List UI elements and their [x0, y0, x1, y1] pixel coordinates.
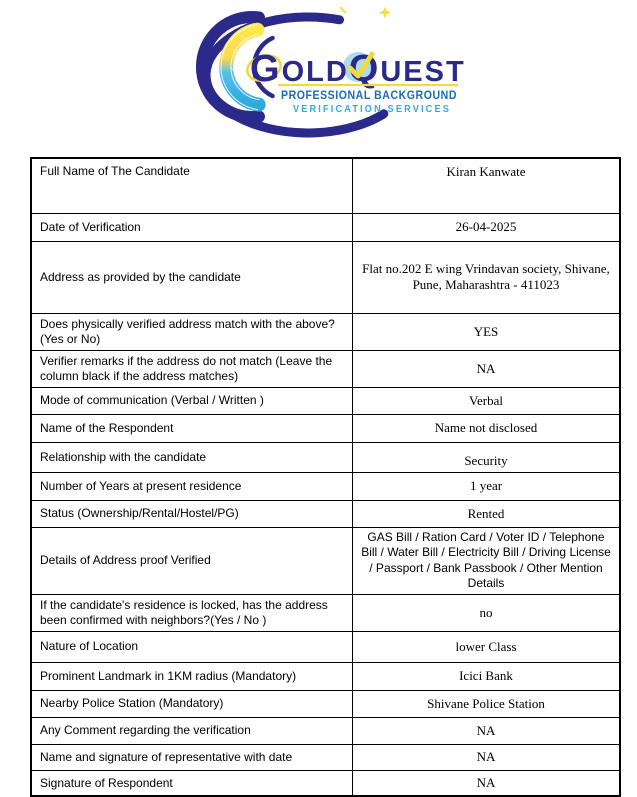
field-value: lower Class: [353, 631, 621, 662]
table-row: [31, 744, 620, 770]
field-value: NA: [353, 350, 621, 387]
table-row: [31, 527, 620, 594]
table-row: [31, 414, 620, 442]
verification-table: [30, 157, 621, 797]
field-label: Name and signature of representative with date: [31, 744, 353, 770]
field-label: If the candidate's residence is locked, has the address been confirmed with neighbors?(Yes / No ): [31, 594, 353, 631]
table-row: [31, 213, 620, 241]
field-label: Details of Address proof Verified: [31, 527, 353, 594]
field-value: 1 year: [353, 472, 621, 500]
field-label: Mode of communication (Verbal / Written ): [31, 387, 353, 414]
field-label: Nearby Police Station (Mandatory): [31, 690, 353, 717]
field-label: Signature of Respondent: [31, 770, 353, 796]
table-row: [31, 500, 620, 527]
field-value: Verbal: [353, 387, 621, 414]
table-row: [31, 717, 620, 744]
table-row: [31, 241, 620, 313]
brand-letter-q: Q: [348, 48, 381, 90]
field-value: Icici Bank: [353, 662, 621, 690]
field-label: Full Name of The Candidate: [31, 158, 353, 213]
table-row: [31, 594, 620, 631]
field-label: Name of the Respondent: [31, 414, 353, 442]
table-row: [31, 387, 620, 414]
field-value: Security: [353, 442, 621, 472]
field-label: Address as provided by the candidate: [31, 241, 353, 313]
field-value: YES: [353, 313, 621, 350]
table-row: [31, 770, 620, 796]
table-row: [31, 313, 620, 350]
field-label: Relationship with the candidate: [31, 442, 353, 472]
brand-letter-g: G: [250, 48, 282, 90]
brand-wordmark: [250, 48, 466, 90]
table-row: [31, 350, 620, 387]
field-value: Shivane Police Station: [353, 690, 621, 717]
brand-letters-old: OLD: [281, 56, 349, 88]
field-value: NA: [353, 717, 621, 744]
brand-tagline-1: PROFESSIONAL BACKGROUND: [281, 90, 457, 102]
table-row: [31, 472, 620, 500]
table-row: [31, 158, 620, 213]
field-value: Kiran Kanwate: [353, 158, 621, 213]
table-row: [31, 690, 620, 717]
table-row: [31, 662, 620, 690]
field-value: NA: [353, 770, 621, 796]
field-label: Number of Years at present residence: [31, 472, 353, 500]
field-value: Flat no.202 E wing Vrindavan society, Shivane, Pune, Maharashtra - 411023: [353, 241, 621, 313]
brand-tagline-2: VERIFICATION SERVICES: [293, 104, 451, 115]
field-label: Date of Verification: [31, 213, 353, 241]
brand-letters-uest: UEST: [380, 56, 466, 88]
sparkle-slash-icon: [340, 7, 346, 13]
field-label: Prominent Landmark in 1KM radius (Mandatory): [31, 662, 353, 690]
field-label: Nature of Location: [31, 631, 353, 662]
field-value: GAS Bill / Ration Card / Voter ID / Telephone Bill / Water Bill / Electricity Bill / Driving License / Passport / Bank Passbook / Other Mention Details: [353, 527, 621, 594]
field-value: 26-04-2025: [353, 213, 621, 241]
field-value: NA: [353, 744, 621, 770]
field-label: Any Comment regarding the verification: [31, 717, 353, 744]
field-value: Rented: [353, 500, 621, 527]
sparkle-icon: [379, 7, 391, 19]
goldquest-logo: [188, 4, 468, 146]
field-value: no: [353, 594, 621, 631]
field-label: Verifier remarks if the address do not match (Leave the column black if the address matches): [31, 350, 353, 387]
table-row: [31, 442, 620, 472]
field-label: Status (Ownership/Rental/Hostel/PG): [31, 500, 353, 527]
table-row: [31, 631, 620, 662]
field-label: Does physically verified address match with the above? (Yes or No): [31, 313, 353, 350]
field-value: Name not disclosed: [353, 414, 621, 442]
